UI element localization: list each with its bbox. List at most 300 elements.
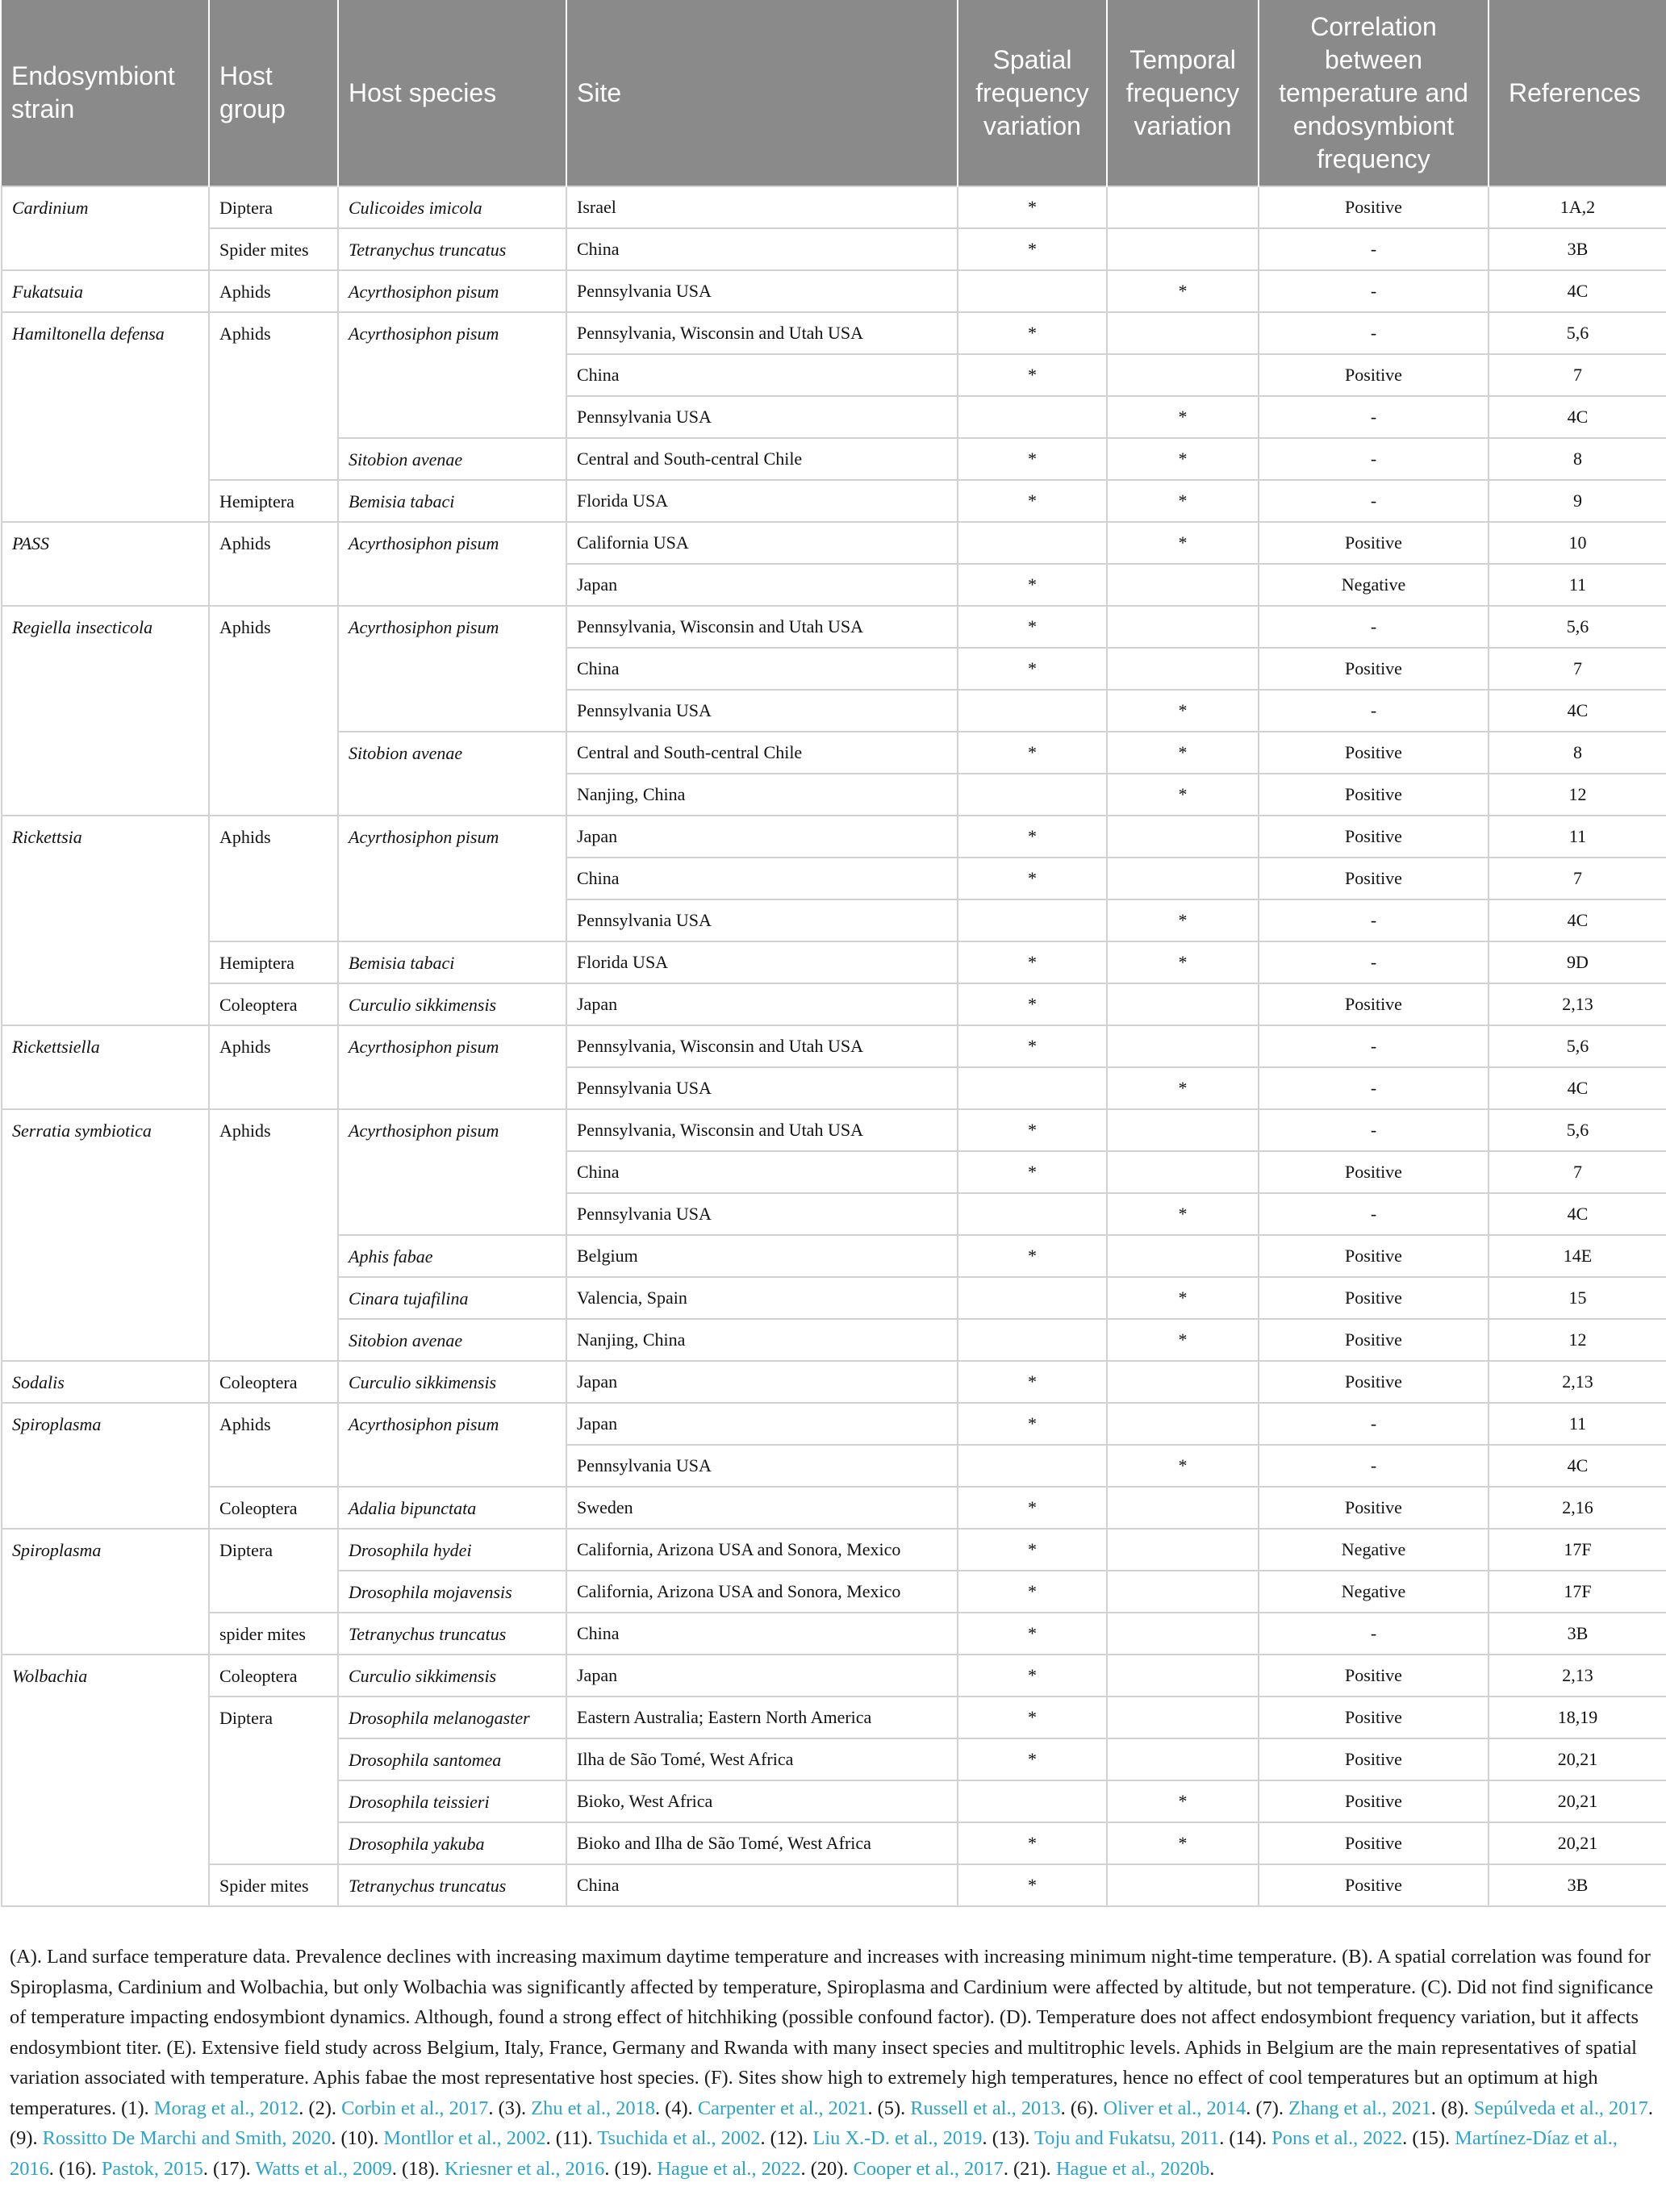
reference-link[interactable]: Kriesner et al., 2016: [444, 2157, 605, 2180]
reference-link[interactable]: Russell et al., 2013: [910, 2097, 1061, 2119]
correlation-cell: Positive: [1259, 1780, 1489, 1822]
spatial-cell: [958, 396, 1107, 438]
correlation-cell: Negative: [1259, 1529, 1489, 1571]
footnote-text: . (13).: [982, 2127, 1035, 2149]
host-species-cell: Acyrthosiphon pisum: [338, 1403, 566, 1487]
host-group-cell: Coleoptera: [209, 1361, 338, 1403]
reference-link[interactable]: Liu X.-D. et al., 2019: [812, 2127, 983, 2149]
site-cell: Japan: [566, 1361, 958, 1403]
reference-cell: 4C: [1489, 1067, 1666, 1109]
reference-cell: 20,21: [1489, 1822, 1666, 1864]
spatial-cell: [958, 522, 1107, 564]
temporal-cell: *: [1107, 1445, 1259, 1487]
site-cell: Japan: [566, 564, 958, 606]
host-group-cell: Aphids: [209, 1025, 338, 1109]
table-row: [2, 941, 1666, 983]
temporal-cell: [1107, 564, 1259, 606]
endosymbiont-cell: Spiroplasma: [2, 1529, 209, 1655]
reference-link[interactable]: Zhu et al., 2018: [531, 2097, 655, 2119]
host-group-cell: Aphids: [209, 606, 338, 816]
host-group-cell: Aphids: [209, 270, 338, 312]
footnote-text: . (10).: [331, 2127, 384, 2149]
host-species-cell: Drosophila santomea: [338, 1738, 566, 1780]
host-species-cell: Sitobion avenae: [338, 1319, 566, 1361]
reference-link[interactable]: Corbin et al., 2017: [341, 2097, 489, 2119]
spatial-cell: [958, 1193, 1107, 1235]
correlation-cell: -: [1259, 690, 1489, 732]
correlation-cell: -: [1259, 1403, 1489, 1445]
table-row: [2, 1403, 1666, 1445]
site-cell: Japan: [566, 1403, 958, 1445]
correlation-cell: -: [1259, 941, 1489, 983]
temporal-cell: [1107, 1697, 1259, 1738]
reference-cell: 12: [1489, 774, 1666, 816]
reference-link[interactable]: Zhang et al., 2021: [1288, 2097, 1431, 2119]
site-cell: Pennsylvania, Wisconsin and Utah USA: [566, 1025, 958, 1067]
correlation-cell: Negative: [1259, 564, 1489, 606]
reference-cell: 9: [1489, 480, 1666, 522]
table-row: [2, 1109, 1666, 1151]
correlation-cell: Positive: [1259, 1277, 1489, 1319]
endosymbiont-cell: Sodalis: [2, 1361, 209, 1403]
host-species-cell: Sitobion avenae: [338, 438, 566, 480]
correlation-cell: -: [1259, 1109, 1489, 1151]
reference-link[interactable]: Rossitto De Marchi and Smith, 2020: [42, 2127, 332, 2149]
spatial-cell: *: [958, 1025, 1107, 1067]
correlation-cell: Positive: [1259, 732, 1489, 774]
table-row: [2, 1864, 1666, 1906]
temporal-cell: *: [1107, 1780, 1259, 1822]
table-footnotes: [10, 1942, 1656, 2184]
correlation-cell: Negative: [1259, 1571, 1489, 1613]
temporal-cell: *: [1107, 941, 1259, 983]
header-references: References: [1489, 0, 1666, 186]
footnote-text: . (12).: [760, 2127, 813, 2149]
site-cell: Pennsylvania, Wisconsin and Utah USA: [566, 312, 958, 354]
spatial-cell: [958, 1319, 1107, 1361]
reference-cell: 17F: [1489, 1571, 1666, 1613]
reference-link[interactable]: Watts et al., 2009: [255, 2157, 392, 2180]
host-group-cell: Aphids: [209, 522, 338, 606]
footnote-text: . (6).: [1060, 2097, 1104, 2119]
table-row: [2, 816, 1666, 858]
footnote-text: . (14).: [1219, 2127, 1272, 2149]
spatial-cell: *: [958, 1655, 1107, 1697]
footnote-text: (A). Land surface temperature data. Prevalence declines with increasing maximum daytime temperature and increases with increasing minimum night-time temperature. (B). A spatial correlation was found for Spiroplasma, Cardinium and Wolbachia, but only Wolbachia was significantly affected by temperature, Spiroplasma and Cardinium were affected by altitude, but not temperature. (C). Did not find significance of temperature impacting endosymbiont dynamics. Although, found a strong effect of hitchhiking (possible confound factor). (D). Temperature does not affect endosymbiont frequency variation, but it affects endosymbiont titer. (E). Extensive field study across Belgium, Italy, France, Germany and Rwanda with many insect species and multitrophic levels. Aphids in Belgium are the main representatives of spatial variation associated with temperature. Aphis fabae the most representative host species. (F). Sites show high to extremely high temperatures, hence no effect of cool temperatures but an optimum at high temperatures. (1).: [10, 1946, 1654, 2119]
host-group-cell: Diptera: [209, 1529, 338, 1613]
host-species-cell: Acyrthosiphon pisum: [338, 816, 566, 941]
endosymbiont-cell: Hamiltonella defensa: [2, 312, 209, 522]
temporal-cell: [1107, 228, 1259, 270]
temporal-cell: *: [1107, 774, 1259, 816]
table-body: [2, 186, 1666, 1906]
reference-link[interactable]: Montllor et al., 2002: [383, 2127, 546, 2149]
spatial-cell: [958, 1277, 1107, 1319]
host-species-cell: Acyrthosiphon pisum: [338, 606, 566, 732]
reference-cell: 10: [1489, 522, 1666, 564]
site-cell: Pennsylvania USA: [566, 1445, 958, 1487]
endosymbiont-cell: Serratia symbiotica: [2, 1109, 209, 1361]
site-cell: Pennsylvania USA: [566, 270, 958, 312]
spatial-cell: *: [958, 1613, 1107, 1655]
footnote-text: . (9).: [10, 2097, 1653, 2149]
table-row: [2, 312, 1666, 354]
site-cell: Japan: [566, 816, 958, 858]
spatial-cell: *: [958, 564, 1107, 606]
correlation-cell: Positive: [1259, 648, 1489, 690]
correlation-cell: Positive: [1259, 1235, 1489, 1277]
correlation-cell: Positive: [1259, 983, 1489, 1025]
site-cell: Eastern Australia; Eastern North America: [566, 1697, 958, 1738]
header-row: [2, 0, 1666, 186]
table-row: [2, 1487, 1666, 1529]
site-cell: Central and South-central Chile: [566, 438, 958, 480]
reference-link[interactable]: Carpenter et al., 2021: [697, 2097, 868, 2119]
host-species-cell: Acyrthosiphon pisum: [338, 312, 566, 438]
temporal-cell: *: [1107, 396, 1259, 438]
reference-cell: 4C: [1489, 1445, 1666, 1487]
reference-cell: 8: [1489, 438, 1666, 480]
spatial-cell: *: [958, 858, 1107, 899]
table-row: [2, 983, 1666, 1025]
temporal-cell: *: [1107, 522, 1259, 564]
site-cell: California USA: [566, 522, 958, 564]
temporal-cell: *: [1107, 480, 1259, 522]
reference-cell: 4C: [1489, 1193, 1666, 1235]
correlation-cell: Positive: [1259, 816, 1489, 858]
spatial-cell: *: [958, 1109, 1107, 1151]
correlation-cell: Positive: [1259, 858, 1489, 899]
spatial-cell: *: [958, 983, 1107, 1025]
temporal-cell: *: [1107, 1277, 1259, 1319]
reference-cell: 8: [1489, 732, 1666, 774]
table-row: [2, 522, 1666, 564]
correlation-cell: Positive: [1259, 1487, 1489, 1529]
footnote-text: . (4).: [654, 2097, 698, 2119]
host-group-cell: Aphids: [209, 312, 338, 480]
temporal-cell: *: [1107, 438, 1259, 480]
spatial-cell: [958, 899, 1107, 941]
reference-cell: 7: [1489, 858, 1666, 899]
temporal-cell: [1107, 983, 1259, 1025]
site-cell: California, Arizona USA and Sonora, Mexico: [566, 1529, 958, 1571]
temporal-cell: [1107, 1109, 1259, 1151]
table-row: [2, 270, 1666, 312]
reference-cell: 2,13: [1489, 983, 1666, 1025]
footnote-text: . (18).: [391, 2157, 445, 2180]
header-site: Site: [566, 0, 958, 186]
spatial-cell: *: [958, 816, 1107, 858]
correlation-cell: Positive: [1259, 354, 1489, 396]
endosymbiont-cell: Spiroplasma: [2, 1403, 209, 1529]
temporal-cell: [1107, 354, 1259, 396]
host-group-cell: Spider mites: [209, 228, 338, 270]
correlation-cell: Positive: [1259, 1697, 1489, 1738]
host-group-cell: Diptera: [209, 186, 338, 228]
header-host-species: Host species: [338, 0, 566, 186]
reference-cell: 20,21: [1489, 1780, 1666, 1822]
table-row: [2, 1529, 1666, 1571]
site-cell: California, Arizona USA and Sonora, Mexico: [566, 1571, 958, 1613]
header-temporal: Temporal frequency variation: [1107, 0, 1259, 186]
spatial-cell: *: [958, 1822, 1107, 1864]
site-cell: Nanjing, China: [566, 774, 958, 816]
endosymbiont-cell: Cardinium: [2, 186, 209, 270]
temporal-cell: [1107, 606, 1259, 648]
temporal-cell: [1107, 1738, 1259, 1780]
correlation-cell: -: [1259, 228, 1489, 270]
temporal-cell: *: [1107, 690, 1259, 732]
host-species-cell: Tetranychus truncatus: [338, 1864, 566, 1906]
reference-cell: 7: [1489, 1151, 1666, 1193]
header-host-group: Host group: [209, 0, 338, 186]
spatial-cell: [958, 1780, 1107, 1822]
correlation-cell: -: [1259, 1445, 1489, 1487]
host-group-cell: Hemiptera: [209, 941, 338, 983]
host-species-cell: Drosophila teissieri: [338, 1780, 566, 1822]
correlation-cell: Positive: [1259, 522, 1489, 564]
correlation-cell: -: [1259, 1067, 1489, 1109]
site-cell: Central and South-central Chile: [566, 732, 958, 774]
temporal-cell: *: [1107, 732, 1259, 774]
endosymbiont-cell: Regiella insecticola: [2, 606, 209, 816]
footnote-text: . (3).: [488, 2097, 532, 2119]
spatial-cell: *: [958, 312, 1107, 354]
temporal-cell: [1107, 1403, 1259, 1445]
host-group-cell: Coleoptera: [209, 983, 338, 1025]
table-row: [2, 1361, 1666, 1403]
footnote-text: . (17).: [203, 2157, 256, 2180]
spatial-cell: *: [958, 1403, 1107, 1445]
table-row: [2, 1613, 1666, 1655]
temporal-cell: [1107, 1571, 1259, 1613]
spatial-cell: *: [958, 1697, 1107, 1738]
endosymbiont-cell: Rickettsia: [2, 816, 209, 1025]
correlation-cell: -: [1259, 1613, 1489, 1655]
footnote-text: . (2).: [299, 2097, 342, 2119]
host-species-cell: Acyrthosiphon pisum: [338, 522, 566, 606]
temporal-cell: [1107, 1487, 1259, 1529]
correlation-cell: Positive: [1259, 1738, 1489, 1780]
site-cell: Belgium: [566, 1235, 958, 1277]
temporal-cell: *: [1107, 899, 1259, 941]
temporal-cell: [1107, 1613, 1259, 1655]
footnote-text: . (7).: [1246, 2097, 1289, 2119]
correlation-cell: Positive: [1259, 1655, 1489, 1697]
site-cell: Florida USA: [566, 480, 958, 522]
reference-link[interactable]: Hague et al., 2022: [657, 2157, 801, 2180]
reference-cell: 17F: [1489, 1529, 1666, 1571]
temporal-cell: [1107, 1151, 1259, 1193]
host-species-cell: Acyrthosiphon pisum: [338, 1109, 566, 1235]
footnote-text: .: [1209, 2157, 1215, 2180]
table-row: [2, 186, 1666, 228]
header-endosymbiont: Endosymbiont strain: [2, 0, 209, 186]
host-species-cell: Drosophila yakuba: [338, 1822, 566, 1864]
temporal-cell: [1107, 1864, 1259, 1906]
site-cell: China: [566, 1151, 958, 1193]
host-species-cell: Curculio sikkimensis: [338, 1361, 566, 1403]
site-cell: Pennsylvania USA: [566, 1193, 958, 1235]
endosymbiont-cell: Rickettsiella: [2, 1025, 209, 1109]
reference-cell: 1A,2: [1489, 186, 1666, 228]
site-cell: China: [566, 858, 958, 899]
host-group-cell: Diptera: [209, 1697, 338, 1864]
temporal-cell: [1107, 1025, 1259, 1067]
footnote-text: . (15).: [1402, 2127, 1455, 2149]
reference-link[interactable]: Sepúlveda et al., 2017: [1473, 2097, 1648, 2119]
endosymbiont-cell: Wolbachia: [2, 1655, 209, 1906]
host-species-cell: Tetranychus truncatus: [338, 228, 566, 270]
reference-link[interactable]: Pons et al., 2022: [1271, 2127, 1403, 2149]
reference-cell: 7: [1489, 354, 1666, 396]
host-species-cell: Sitobion avenae: [338, 732, 566, 816]
table-row: [2, 606, 1666, 648]
spatial-cell: *: [958, 480, 1107, 522]
site-cell: Japan: [566, 983, 958, 1025]
temporal-cell: *: [1107, 1319, 1259, 1361]
header-correlation: Correlation between temperature and endosymbiont frequency: [1259, 0, 1489, 186]
table-row: [2, 228, 1666, 270]
reference-cell: 2,16: [1489, 1487, 1666, 1529]
site-cell: Sweden: [566, 1487, 958, 1529]
site-cell: China: [566, 648, 958, 690]
spatial-cell: *: [958, 648, 1107, 690]
site-cell: Japan: [566, 1655, 958, 1697]
correlation-cell: Positive: [1259, 1151, 1489, 1193]
site-cell: Valencia, Spain: [566, 1277, 958, 1319]
reference-link[interactable]: Tsuchida et al., 2002: [597, 2127, 761, 2149]
correlation-cell: -: [1259, 606, 1489, 648]
spatial-cell: *: [958, 186, 1107, 228]
reference-cell: 4C: [1489, 396, 1666, 438]
reference-cell: 5,6: [1489, 1025, 1666, 1067]
host-group-cell: Aphids: [209, 1403, 338, 1487]
host-species-cell: Bemisia tabaci: [338, 941, 566, 983]
endosymbiont-cell: PASS: [2, 522, 209, 606]
host-group-cell: spider mites: [209, 1613, 338, 1655]
spatial-cell: *: [958, 1151, 1107, 1193]
correlation-cell: -: [1259, 270, 1489, 312]
spatial-cell: *: [958, 941, 1107, 983]
temporal-cell: *: [1107, 270, 1259, 312]
reference-cell: 5,6: [1489, 312, 1666, 354]
reference-cell: 3B: [1489, 1613, 1666, 1655]
reference-cell: 11: [1489, 816, 1666, 858]
site-cell: Pennsylvania USA: [566, 690, 958, 732]
reference-link[interactable]: Oliver et al., 2014: [1103, 2097, 1246, 2119]
site-cell: Pennsylvania, Wisconsin and Utah USA: [566, 606, 958, 648]
reference-link[interactable]: Cooper et al., 2017: [853, 2157, 1004, 2180]
host-species-cell: Culicoides imicola: [338, 186, 566, 228]
host-species-cell: Acyrthosiphon pisum: [338, 270, 566, 312]
reference-cell: 4C: [1489, 270, 1666, 312]
table-row: [2, 1025, 1666, 1067]
temporal-cell: [1107, 1655, 1259, 1697]
spatial-cell: *: [958, 1235, 1107, 1277]
host-group-cell: Hemiptera: [209, 480, 338, 522]
reference-cell: 20,21: [1489, 1738, 1666, 1780]
host-species-cell: Curculio sikkimensis: [338, 983, 566, 1025]
site-cell: Bioko, West Africa: [566, 1780, 958, 1822]
reference-link[interactable]: Hague et al., 2020b: [1055, 2157, 1210, 2180]
reference-cell: 9D: [1489, 941, 1666, 983]
reference-cell: 12: [1489, 1319, 1666, 1361]
reference-cell: 11: [1489, 564, 1666, 606]
reference-cell: 3B: [1489, 1864, 1666, 1906]
table-row: [2, 1697, 1666, 1738]
spatial-cell: [958, 690, 1107, 732]
host-group-cell: Aphids: [209, 1109, 338, 1361]
correlation-cell: -: [1259, 312, 1489, 354]
spatial-cell: *: [958, 1361, 1107, 1403]
footnote-text: . (8).: [1430, 2097, 1474, 2119]
reference-cell: 7: [1489, 648, 1666, 690]
host-species-cell: Cinara tujafilina: [338, 1277, 566, 1319]
temporal-cell: [1107, 1361, 1259, 1403]
footnote-text: . (19).: [604, 2157, 658, 2180]
reference-cell: 15: [1489, 1277, 1666, 1319]
correlation-cell: -: [1259, 1193, 1489, 1235]
correlation-cell: -: [1259, 396, 1489, 438]
site-cell: Israel: [566, 186, 958, 228]
reference-link[interactable]: Pastok, 2015: [101, 2157, 203, 2180]
correlation-cell: -: [1259, 438, 1489, 480]
host-group-cell: Coleoptera: [209, 1487, 338, 1529]
site-cell: Ilha de São Tomé, West Africa: [566, 1738, 958, 1780]
reference-cell: 11: [1489, 1403, 1666, 1445]
spatial-cell: *: [958, 1864, 1107, 1906]
temporal-cell: [1107, 858, 1259, 899]
footnote-text: . (16).: [48, 2157, 102, 2180]
site-cell: Bioko and Ilha de São Tomé, West Africa: [566, 1822, 958, 1864]
spatial-cell: *: [958, 1529, 1107, 1571]
temporal-cell: [1107, 816, 1259, 858]
reference-link[interactable]: Morag et al., 2012: [153, 2097, 299, 2119]
reference-link[interactable]: Martínez-Díaz et al., 2016: [10, 2127, 1618, 2180]
endosymbiont-table: [1, 0, 1666, 1907]
spatial-cell: [958, 270, 1107, 312]
reference-link[interactable]: Toju and Fukatsu, 2011: [1034, 2127, 1220, 2149]
host-species-cell: Drosophila mojavensis: [338, 1571, 566, 1613]
site-cell: Nanjing, China: [566, 1319, 958, 1361]
temporal-cell: *: [1107, 1067, 1259, 1109]
temporal-cell: [1107, 1235, 1259, 1277]
correlation-cell: Positive: [1259, 1822, 1489, 1864]
spatial-cell: *: [958, 606, 1107, 648]
spatial-cell: [958, 1067, 1107, 1109]
correlation-cell: Positive: [1259, 1864, 1489, 1906]
spatial-cell: *: [958, 1487, 1107, 1529]
reference-cell: 18,19: [1489, 1697, 1666, 1738]
endosymbiont-cell: Fukatsuia: [2, 270, 209, 312]
spatial-cell: *: [958, 732, 1107, 774]
temporal-cell: *: [1107, 1822, 1259, 1864]
reference-cell: 4C: [1489, 690, 1666, 732]
reference-cell: 5,6: [1489, 1109, 1666, 1151]
site-cell: Florida USA: [566, 941, 958, 983]
temporal-cell: *: [1107, 1193, 1259, 1235]
spatial-cell: *: [958, 228, 1107, 270]
correlation-cell: -: [1259, 480, 1489, 522]
footnote-text: . (11).: [545, 2127, 598, 2149]
table-row: [2, 1655, 1666, 1697]
host-species-cell: Bemisia tabaci: [338, 480, 566, 522]
host-species-cell: Aphis fabae: [338, 1235, 566, 1277]
reference-cell: 14E: [1489, 1235, 1666, 1277]
footnote-text: . (21).: [1003, 2157, 1056, 2180]
host-species-cell: Tetranychus truncatus: [338, 1613, 566, 1655]
